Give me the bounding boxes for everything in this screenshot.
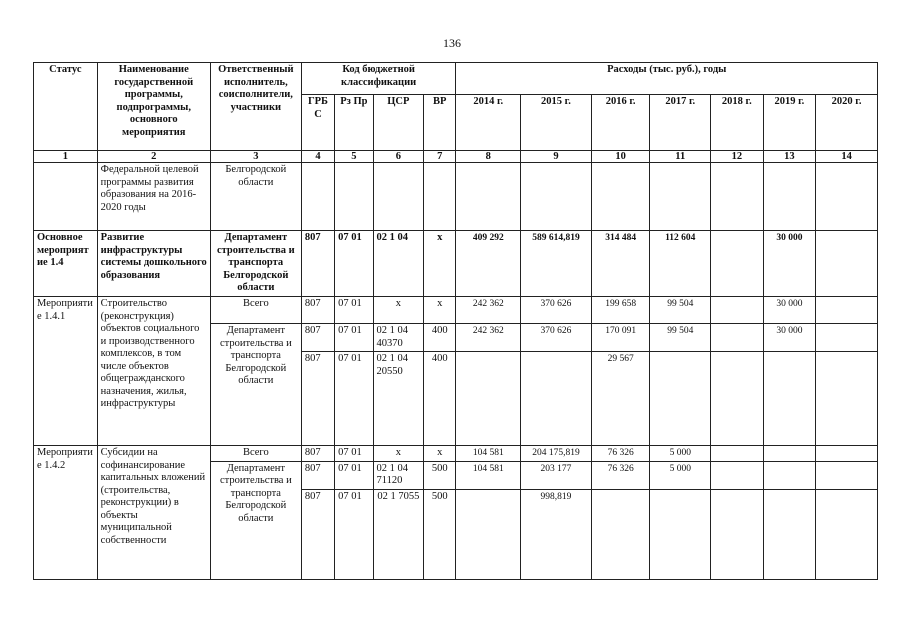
amount-cell xyxy=(711,489,764,579)
amount-cell xyxy=(816,352,878,446)
amount-cell: 5 000 xyxy=(650,461,711,489)
name-cell: Федеральной целевой программы развития образования на 2016-2020 годы xyxy=(97,163,210,231)
rzpr-cell: 07 01 xyxy=(335,352,373,446)
responsible-cell: Департамент строительства и транспорта Белгородской области xyxy=(210,231,301,297)
amount-cell: 199 658 xyxy=(591,297,650,324)
amount-cell: 104 581 xyxy=(456,461,521,489)
amount-cell: 370 626 xyxy=(521,324,592,352)
amount-cell xyxy=(816,297,878,324)
amount-cell: 99 504 xyxy=(650,324,711,352)
status-cell: Мероприятие 1.4.1 xyxy=(34,297,98,446)
amount-cell xyxy=(711,324,764,352)
column-number: 13 xyxy=(763,151,816,163)
vr-cell: х xyxy=(424,446,456,462)
amount-cell xyxy=(816,324,878,352)
amount-cell xyxy=(711,461,764,489)
header-grbs: ГРБ С xyxy=(301,95,334,151)
column-number-row xyxy=(34,151,878,163)
vr-cell: 500 xyxy=(424,489,456,579)
column-number: 11 xyxy=(650,151,711,163)
grbs-cell: 807 xyxy=(301,231,334,297)
amount-cell: 998,819 xyxy=(521,489,592,579)
amount-cell xyxy=(816,489,878,579)
amount-cell xyxy=(763,461,816,489)
page-number: 136 xyxy=(443,36,461,50)
csr-cell: 02 1 04 xyxy=(373,231,424,297)
amount-cell xyxy=(591,489,650,579)
amount-cell xyxy=(816,231,878,297)
responsible-cell: Департамент строительства и транспорта Белгородской области xyxy=(210,324,301,446)
rzpr-cell: 07 01 xyxy=(335,297,373,324)
column-number: 5 xyxy=(335,151,373,163)
grbs-cell: 807 xyxy=(301,489,334,579)
column-number: 1 xyxy=(34,151,98,163)
header-csr: ЦСР xyxy=(373,95,424,151)
name-cell: Строительство (реконструкция) объектов социального и производственного комплексов, в том числе объектов общегражданского назначения, жилья, инфраструктуры xyxy=(97,297,210,446)
grbs-cell: 807 xyxy=(301,297,334,324)
amount-cell: 204 175,819 xyxy=(521,446,592,462)
amount-cell: 5 000 xyxy=(650,446,711,462)
header-year: 2015 г. xyxy=(521,95,592,151)
csr-cell: 02 1 04 20550 xyxy=(373,352,424,446)
csr-cell: 02 1 04 71120 xyxy=(373,461,424,489)
csr-cell: х xyxy=(373,446,424,462)
amount-cell: 99 504 xyxy=(650,297,711,324)
table-row xyxy=(34,446,878,462)
header-year: 2017 г. xyxy=(650,95,711,151)
amount-cell xyxy=(816,446,878,462)
column-number: 3 xyxy=(210,151,301,163)
column-number: 4 xyxy=(301,151,334,163)
header-year: 2014 г. xyxy=(456,95,521,151)
name-cell: Развитие инфраструктуры системы дошкольного образования xyxy=(97,231,210,297)
amount-cell xyxy=(711,297,764,324)
rzpr-cell: 07 01 xyxy=(335,446,373,462)
header-row-1 xyxy=(34,63,878,95)
amount-cell xyxy=(711,446,764,462)
csr-cell: 02 1 04 40370 xyxy=(373,324,424,352)
amount-cell: 30 000 xyxy=(763,324,816,352)
grbs-cell: 807 xyxy=(301,352,334,446)
amount-cell: 589 614,819 xyxy=(521,231,592,297)
column-number: 14 xyxy=(816,151,878,163)
column-number: 6 xyxy=(373,151,424,163)
header-status: Статус xyxy=(34,63,98,151)
rzpr-cell: 07 01 xyxy=(335,461,373,489)
amount-cell xyxy=(711,231,764,297)
amount-cell: 370 626 xyxy=(521,297,592,324)
column-number: 2 xyxy=(97,151,210,163)
vr-cell: 400 xyxy=(424,352,456,446)
table-row xyxy=(34,163,878,231)
grbs-cell: 807 xyxy=(301,324,334,352)
amount-cell: 409 292 xyxy=(456,231,521,297)
column-number: 7 xyxy=(424,151,456,163)
amount-cell: 30 000 xyxy=(763,231,816,297)
vr-cell: 400 xyxy=(424,324,456,352)
vr-cell: х xyxy=(424,231,456,297)
amount-cell: 203 177 xyxy=(521,461,592,489)
grbs-cell: 807 xyxy=(301,446,334,462)
header-name: Наименование государственной программы, подпрограммы, основного мероприятия xyxy=(97,63,210,151)
amount-cell: 242 362 xyxy=(456,324,521,352)
rzpr-cell: 07 01 xyxy=(335,324,373,352)
amount-cell: 112 604 xyxy=(650,231,711,297)
amount-cell: 314 484 xyxy=(591,231,650,297)
csr-cell: х xyxy=(373,297,424,324)
header-year: 2020 г. xyxy=(816,95,878,151)
amount-cell: 242 362 xyxy=(456,297,521,324)
column-number: 9 xyxy=(521,151,592,163)
csr-cell: 02 1 7055 xyxy=(373,489,424,579)
column-number: 8 xyxy=(456,151,521,163)
responsible-cell: Белгородской области xyxy=(210,163,301,231)
header-year: 2016 г. xyxy=(591,95,650,151)
status-cell: Мероприятие 1.4.2 xyxy=(34,446,98,580)
amount-cell xyxy=(521,352,592,446)
header-rzpr: Рз Пр xyxy=(335,95,373,151)
amount-cell: 76 326 xyxy=(591,461,650,489)
vr-cell: 500 xyxy=(424,461,456,489)
header-responsible: Ответственный исполнитель, соисполнители, участники xyxy=(210,63,301,151)
amount-cell xyxy=(456,489,521,579)
amount-cell xyxy=(650,352,711,446)
column-number: 12 xyxy=(711,151,764,163)
status-cell xyxy=(34,163,98,231)
column-number: 10 xyxy=(591,151,650,163)
amount-cell xyxy=(456,352,521,446)
header-year: 2018 г. xyxy=(711,95,764,151)
table-row xyxy=(34,297,878,324)
amount-cell: 76 326 xyxy=(591,446,650,462)
status-cell: Основное мероприятие 1.4 xyxy=(34,231,98,297)
header-vr: ВР xyxy=(424,95,456,151)
rzpr-cell: 07 01 xyxy=(335,231,373,297)
header-year: 2019 г. xyxy=(763,95,816,151)
amount-cell: 29 567 xyxy=(591,352,650,446)
amount-cell: 170 091 xyxy=(591,324,650,352)
amount-cell xyxy=(816,461,878,489)
amount-cell xyxy=(763,352,816,446)
grbs-cell: 807 xyxy=(301,461,334,489)
amount-cell xyxy=(650,489,711,579)
table-row xyxy=(34,231,878,297)
budget-table xyxy=(33,62,878,580)
rzpr-cell: 07 01 xyxy=(335,489,373,579)
responsible-total-cell: Всего xyxy=(210,446,301,462)
amount-cell xyxy=(763,489,816,579)
header-budget-code: Код бюджетной классификации xyxy=(301,63,456,95)
name-cell: Субсидии на софинансирование капитальных вложений (строительства, реконструкции) в объекты муниципальной собственности xyxy=(97,446,210,580)
vr-cell: х xyxy=(424,297,456,324)
responsible-total-cell: Всего xyxy=(210,297,301,324)
header-expenses: Расходы (тыс. руб.), годы xyxy=(456,63,878,95)
amount-cell xyxy=(711,352,764,446)
amount-cell: 104 581 xyxy=(456,446,521,462)
responsible-cell: Департамент строительства и транспорта Белгородской области xyxy=(210,461,301,579)
amount-cell: 30 000 xyxy=(763,297,816,324)
amount-cell xyxy=(763,446,816,462)
